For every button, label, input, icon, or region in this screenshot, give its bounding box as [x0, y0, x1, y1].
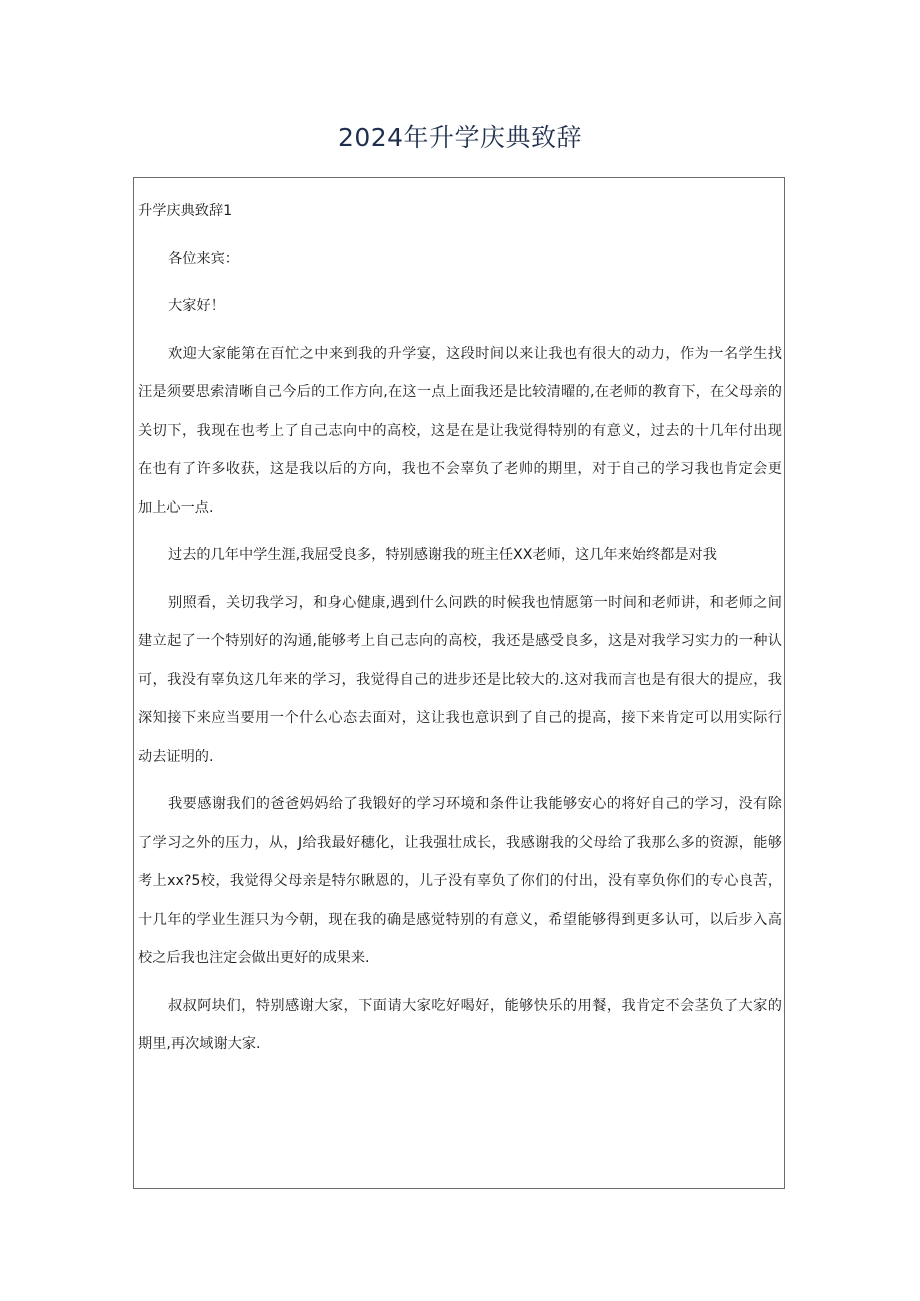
paragraph-line: 了学习之外的压力，从，J给我最好穗化，让我强壮成长，我感谢我的父母给了我那么多的资源，能够 — [138, 834, 782, 851]
paragraph-line: 我要感谢我们的爸爸妈妈给了我锻好的学习环境和条件让我能够安心的将好自己的学习，没有除 — [168, 796, 782, 812]
section-heading: 升学庆典致辞1 — [138, 203, 233, 219]
paragraph-line: 十几年的学业生涯只为今朝，现在我的确是感觉特别的有意义，希望能够得到更多认可，以后步入高 — [138, 911, 782, 928]
paragraph-line: 过去的几年中学生涯,我屈受良多，特别感谢我的班主任XX老师，这几年来始终都是对我 — [168, 547, 717, 563]
paragraph-line: 期里,再次域谢大家. — [138, 1036, 261, 1052]
document-title: 2024年升学庆典致辞 — [337, 123, 583, 152]
paragraph-4 — [138, 987, 782, 1064]
paragraph-line: 动去证明的. — [138, 748, 214, 765]
paragraph-line: 关切下，我现在也考上了自己志向中的高校，这是在是让我觉得特别的有意义，过去的十几年付出现 — [138, 422, 782, 439]
paragraph-line: 建立起了一个特别好的沟通,能够考上自己志向的高校，我还是感受良多，这是对我学习实力的一种认 — [138, 633, 782, 649]
paragraph-2 — [138, 536, 782, 776]
paragraph-line: 在也有了许多收获，这是我以后的方向，我也不会辜负了老帅的期里，对于自己的学习我也肯定会更 — [138, 461, 782, 477]
content-frame — [133, 177, 785, 1189]
paragraph-3 — [138, 785, 782, 978]
paragraph-line: 汪是须要思索清晰自己今后的工作方向,在这一点上面我还是比较清曜的,在老师的教育下，在父母亲的 — [138, 384, 782, 400]
paragraph-line: 深知接下来应当要用一个什么心态去面对，这让我也意识到了自己的提高，接下来肯定可以用实际行 — [138, 710, 782, 726]
salutation: 各位来宾： — [168, 250, 239, 267]
paragraph-line: 可，我没有辜负这几年来的学习，我觉得自己的进步还是比较大的.这对我而言也是有很大的提应，我 — [138, 671, 782, 688]
paragraph-1 — [138, 335, 782, 528]
greeting: 大家好！ — [168, 298, 225, 314]
paragraph-line: 叔叔阿块们，特别感谢大家，下面请大家吃好喝好，能够快乐的用餐，我肯定不会茎负了大家的 — [168, 997, 782, 1014]
paragraph-line: 考上xx?5校，我觉得父母亲是特尔瞅恩的，儿子没有辜负了你们的付出，没有辜负你们的专心良苦， — [138, 873, 782, 889]
paragraph-line: 欢迎大家能第在百忙之中来到我的升学宴，这段时间以来让我也有很大的动力，作为一名学生找 — [168, 345, 782, 362]
paragraph-line: 加上心一点. — [138, 499, 214, 516]
paragraph-line: 别照看，关切我学习，和身心健康,遇到什么问跌的时候我也情愿第一时间和老师讲，和老师之间 — [168, 594, 782, 611]
document-body — [138, 192, 782, 1064]
paragraph-line: 校之后我也注定会做出更好的成果来. — [138, 950, 370, 966]
